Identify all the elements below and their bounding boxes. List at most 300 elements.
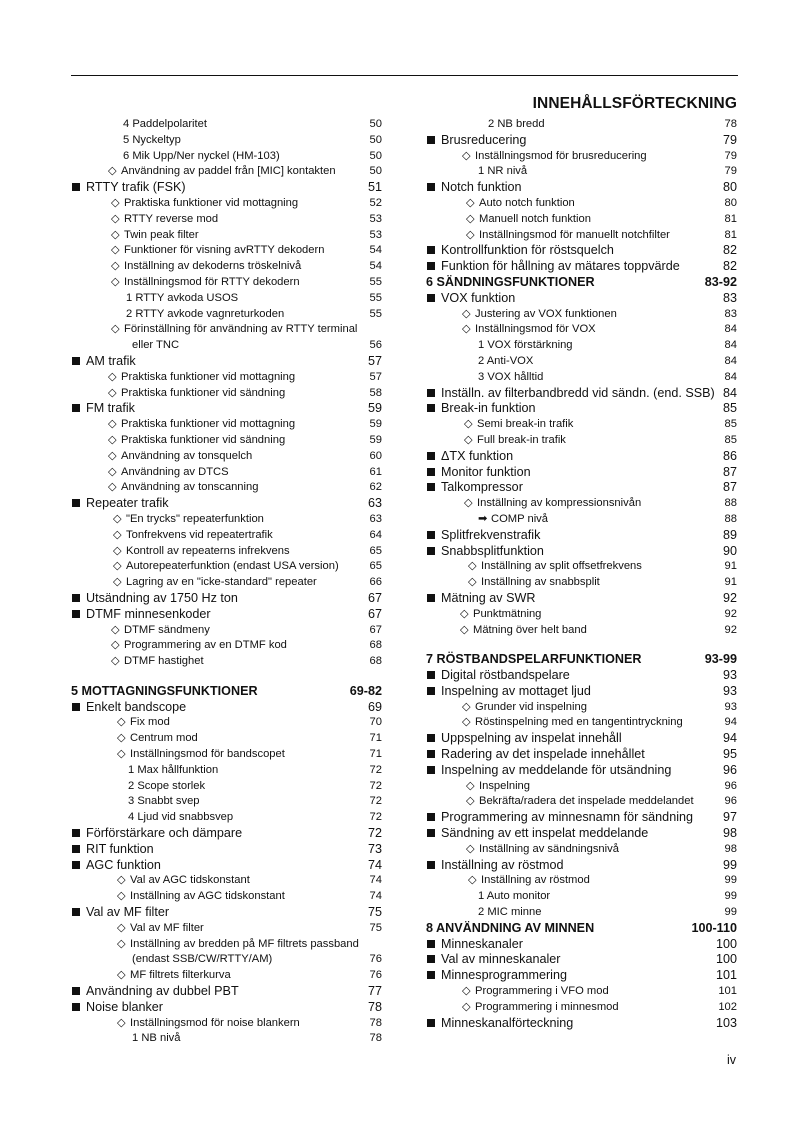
- toc-entry-label: Mätning över helt band: [473, 623, 587, 636]
- toc-entry-label: Utsändning av 1750 Hz ton: [86, 590, 238, 605]
- toc-sub-entry: [426, 984, 737, 1000]
- toc-entry-label: Semi break-in trafik: [477, 418, 574, 431]
- toc-entry-label: Programmering i VFO mod: [475, 985, 609, 998]
- toc-sub-entry: [426, 715, 737, 731]
- toc-page-number: 99: [724, 890, 737, 903]
- toc-page-number: 72: [367, 826, 382, 841]
- toc-entry-label: eller TNC: [132, 339, 180, 352]
- toc-page-number: 85: [724, 433, 737, 446]
- toc-entry-label: Inställningsmod för manuellt notchfilter: [479, 228, 670, 241]
- toc-page-number: 69: [367, 699, 382, 714]
- toc-sub-entry: [71, 654, 382, 670]
- toc-page-number: 101: [718, 985, 737, 998]
- toc-main-entry: [426, 1016, 737, 1032]
- toc-sub-entry: [71, 228, 382, 244]
- square-bullet-icon: [72, 829, 80, 837]
- diamond-bullet-icon: ◇: [111, 244, 120, 257]
- toc-page-number: 62: [369, 481, 382, 494]
- toc-page-number: 75: [367, 905, 382, 920]
- square-bullet-icon: [427, 861, 435, 869]
- square-bullet-icon: [72, 861, 80, 869]
- toc-main-entry: [426, 449, 737, 465]
- square-bullet-icon: [427, 750, 435, 758]
- toc-page-number: 63: [369, 512, 382, 525]
- toc-numbered-entry: [71, 763, 382, 779]
- toc-sub-entry: [71, 417, 382, 433]
- toc-sub-entry: [426, 417, 737, 433]
- toc-page-number: 84: [724, 323, 737, 336]
- toc-entry-label: Inspelning av mottaget ljud: [441, 683, 591, 698]
- toc-entry-label: Mätning av SWR: [441, 590, 536, 605]
- toc-sub-entry: [71, 731, 382, 747]
- toc-page-number: 59: [369, 433, 382, 446]
- toc-main-entry: [426, 952, 737, 968]
- toc-entry-label: Förinställning för användning av RTTY terminal: [124, 323, 358, 336]
- toc-page-number: 71: [369, 732, 382, 745]
- diamond-bullet-icon: ◇: [108, 386, 117, 399]
- toc-page-number: 84: [724, 339, 737, 352]
- toc-page-number: 96: [724, 795, 737, 808]
- toc-page-number: 93: [724, 700, 737, 713]
- toc-entry-label: Inställningsmod för bandscopet: [130, 748, 285, 761]
- toc-entry-label: 1 RTTY avkoda USOS: [126, 291, 239, 304]
- square-bullet-icon: [427, 136, 435, 144]
- toc-entry-label: Inställning av sändningsnivå: [479, 842, 619, 855]
- diamond-bullet-icon: ◇: [108, 481, 117, 494]
- diamond-bullet-icon: ◇: [113, 544, 122, 557]
- toc-entry-label: Användning av dubbel PBT: [86, 984, 239, 999]
- toc-entry-label: 5 MOTTAGNINGSFUNKTIONER: [71, 683, 258, 698]
- diamond-bullet-icon: ◇: [113, 576, 122, 589]
- toc-page-number: 56: [369, 339, 382, 352]
- toc-page-number: 93: [722, 683, 737, 698]
- toc-page-number: 72: [369, 811, 382, 824]
- toc-entry-label: Radering av det inspelade innehållet: [441, 747, 645, 762]
- toc-numbered-entry: [71, 291, 382, 307]
- toc-entry-label: 1 NR nivå: [478, 165, 528, 178]
- diamond-bullet-icon: ◇: [117, 716, 126, 729]
- toc-entry-label: Praktiska funktioner vid sändning: [121, 433, 286, 446]
- toc-page-number: 65: [369, 544, 382, 557]
- toc-page-number: 79: [724, 149, 737, 162]
- toc-entry-label: Auto notch funktion: [479, 196, 575, 209]
- toc-page-number: 76: [369, 969, 382, 982]
- toc-entry-label: Twin peak filter: [124, 228, 199, 241]
- toc-page-number: 95: [722, 747, 737, 762]
- toc-entry-label: Talkompressor: [441, 480, 523, 495]
- toc-entry-label: Grunder vid inspelning: [475, 700, 587, 713]
- toc-entry-label: 1 VOX förstärkning: [478, 339, 573, 352]
- square-bullet-icon: [427, 671, 435, 679]
- square-bullet-icon: [427, 404, 435, 412]
- toc-page-number: 67: [367, 590, 382, 605]
- square-bullet-icon: [72, 610, 80, 618]
- toc-entry-label: Inställning av AGC tidskonstant: [130, 890, 285, 903]
- toc-page-number: 99: [724, 874, 737, 887]
- square-bullet-icon: [427, 294, 435, 302]
- toc-entry-label: 1 Auto monitor: [478, 890, 551, 903]
- toc-page-number: 83: [724, 307, 737, 320]
- toc-sub-entry: [71, 937, 382, 953]
- toc-entry-label: ΔTX funktion: [441, 448, 514, 463]
- toc-sub-entry: [426, 433, 737, 449]
- toc-main-entry: [426, 747, 737, 763]
- toc-page-number: 80: [724, 196, 737, 209]
- toc-column-right: [426, 117, 737, 1031]
- toc-entry-label: DTMF minnesenkoder: [86, 606, 211, 621]
- toc-entry-label: Praktiska funktioner vid mottagning: [121, 418, 296, 431]
- toc-sub-entry: [71, 449, 382, 465]
- toc-entry-label: Snabbsplitfunktion: [441, 543, 544, 558]
- toc-page-number: 59: [369, 418, 382, 431]
- toc-page-number: 67: [369, 623, 382, 636]
- toc-sub-entry: [426, 779, 737, 795]
- toc-entry-label: Funktion för hållning av mätares toppvärde: [441, 259, 680, 274]
- toc-entry-label: 1 Max hållfunktion: [128, 763, 219, 776]
- diamond-bullet-icon: ◇: [117, 874, 126, 887]
- toc-entry-label: VOX funktion: [441, 290, 516, 305]
- toc-main-entry: [426, 133, 737, 149]
- toc-entry-label: Användning av tonsquelch: [121, 449, 253, 462]
- toc-sub-entry: [71, 623, 382, 639]
- toc-entry-label: Praktiska funktioner vid mottagning: [121, 370, 296, 383]
- toc-page-number: 72: [369, 763, 382, 776]
- square-bullet-icon: [72, 357, 80, 365]
- toc-main-entry: [426, 810, 737, 826]
- diamond-bullet-icon: ◇: [462, 716, 471, 729]
- toc-page-number: 76: [369, 953, 382, 966]
- toc-entry-label: 1 NB nivå: [132, 1032, 181, 1045]
- toc-entry-label: Repeater trafik: [86, 496, 169, 511]
- diamond-bullet-icon: ◇: [462, 985, 471, 998]
- square-bullet-icon: [72, 987, 80, 995]
- diamond-bullet-icon: ◇: [466, 212, 475, 225]
- toc-page-number: 100: [715, 936, 737, 951]
- toc-sub-entry: [71, 322, 382, 338]
- diamond-bullet-icon: ◇: [468, 576, 477, 589]
- toc-chapter-heading: [426, 921, 737, 937]
- toc-numbered-entry: [426, 370, 737, 386]
- toc-page-number: 79: [722, 132, 737, 147]
- toc-numbered-entry: [71, 952, 382, 968]
- toc-entry-label: AGC funktion: [86, 857, 161, 872]
- square-bullet-icon: [427, 940, 435, 948]
- toc-numbered-entry: [426, 338, 737, 354]
- toc-entry-label: Autorepeaterfunktion (endast USA version): [126, 560, 339, 573]
- toc-page-number: 69-82: [349, 683, 382, 698]
- toc-page-number: 77: [367, 984, 382, 999]
- diamond-bullet-icon: ◇: [111, 228, 120, 241]
- toc-page-number: 89: [722, 527, 737, 542]
- toc-entry-label: Inställning av snabbsplit: [481, 576, 600, 589]
- toc-entry-label: DTMF hastighet: [124, 655, 204, 668]
- toc-entry-label: Lagring av en "icke-standard" repeater: [126, 576, 317, 589]
- toc-sub-entry: [426, 700, 737, 716]
- toc-page-number: 88: [724, 512, 737, 525]
- toc-numbered-entry: [71, 1031, 382, 1047]
- toc-page-number: 50: [369, 149, 382, 162]
- toc-page-number: 57: [369, 370, 382, 383]
- toc-entry-label: Minneskanaler: [441, 936, 523, 951]
- square-bullet-icon: [427, 246, 435, 254]
- toc-entry-label: Break-in funktion: [441, 401, 536, 416]
- diamond-bullet-icon: ◇: [462, 149, 471, 162]
- square-bullet-icon: [427, 547, 435, 555]
- square-bullet-icon: [427, 829, 435, 837]
- diamond-bullet-icon: ◇: [111, 639, 120, 652]
- square-bullet-icon: [427, 734, 435, 742]
- toc-page-number: 55: [369, 275, 382, 288]
- toc-entry-label: Tonfrekvens vid repeatertrafik: [126, 528, 273, 541]
- square-bullet-icon: [427, 813, 435, 821]
- diamond-bullet-icon: ◇: [111, 260, 120, 273]
- toc-sub-entry: [71, 386, 382, 402]
- diamond-bullet-icon: ◇: [117, 1016, 126, 1029]
- diamond-bullet-icon: ◇: [117, 921, 126, 934]
- toc-numbered-entry: [71, 149, 382, 165]
- toc-entry-label: Inställningsmod för VOX: [475, 323, 596, 336]
- toc-entry-label: Minneskanalförteckning: [441, 1015, 574, 1030]
- toc-main-entry: [426, 401, 737, 417]
- toc-entry-label: 6 SÄNDNINGSFUNKTIONER: [426, 274, 595, 289]
- toc-entry-label: Inställning av kompressionsnivån: [477, 497, 642, 510]
- toc-sub-entry: [71, 243, 382, 259]
- toc-sub-entry: [426, 575, 737, 591]
- diamond-bullet-icon: ◇: [111, 623, 120, 636]
- toc-entry-label: RTTY reverse mod: [124, 212, 219, 225]
- toc-page-number: 99: [722, 857, 737, 872]
- toc-main-entry: [71, 180, 382, 196]
- section-spacer: [426, 638, 737, 652]
- toc-page-number: 83: [722, 290, 737, 305]
- diamond-bullet-icon: ◇: [460, 607, 469, 620]
- toc-page-number: 82: [722, 243, 737, 258]
- toc-main-entry: [71, 984, 382, 1000]
- toc-main-entry: [71, 607, 382, 623]
- diamond-bullet-icon: ◇: [117, 890, 126, 903]
- toc-page-number: 82: [722, 259, 737, 274]
- toc-page-number: 79: [724, 165, 737, 178]
- toc-page-number: 94: [724, 716, 737, 729]
- toc-main-entry: [426, 668, 737, 684]
- toc-sub-entry: [71, 275, 382, 291]
- toc-entry-label: 2 MIC minne: [478, 906, 542, 919]
- diamond-bullet-icon: ◇: [111, 275, 120, 288]
- toc-entry-label: Inställn. av filterbandbredd vid sändn. (end. SSB): [441, 385, 715, 400]
- square-bullet-icon: [72, 499, 80, 507]
- toc-entry-label: 5 Nyckeltyp: [123, 133, 181, 146]
- toc-numbered-entry: [426, 164, 737, 180]
- toc-sub-entry: [71, 259, 382, 275]
- toc-numbered-entry: [71, 133, 382, 149]
- diamond-bullet-icon: ◇: [466, 196, 475, 209]
- toc-sub-entry: [426, 149, 737, 165]
- toc-page-number: 73: [367, 841, 382, 856]
- toc-page-number: 92: [724, 623, 737, 636]
- toc-arrow-entry: [426, 512, 737, 528]
- toc-sub-entry: [426, 1000, 737, 1016]
- toc-entry-label: Användning av paddel från [MIC] kontakten: [121, 165, 336, 178]
- toc-entry-label: FM trafik: [86, 401, 135, 416]
- toc-main-entry: [71, 591, 382, 607]
- toc-entry-label: Förförstärkare och dämpare: [86, 826, 243, 841]
- diamond-bullet-icon: ◇: [462, 323, 471, 336]
- toc-page-number: 81: [724, 212, 737, 225]
- diamond-bullet-icon: ◇: [108, 465, 117, 478]
- toc-sub-entry: [71, 212, 382, 228]
- toc-entry-label: Bekräfta/radera det inspelade meddelandet: [479, 795, 694, 808]
- square-bullet-icon: [72, 594, 80, 602]
- diamond-bullet-icon: ◇: [108, 449, 117, 462]
- toc-entry-label: 4 Ljud vid snabbsvep: [128, 811, 234, 824]
- toc-page-number: 102: [718, 1000, 737, 1013]
- square-bullet-icon: [427, 971, 435, 979]
- toc-page-number: 61: [369, 465, 382, 478]
- diamond-bullet-icon: ◇: [462, 1000, 471, 1013]
- toc-main-entry: [426, 243, 737, 259]
- toc-main-entry: [426, 937, 737, 953]
- square-bullet-icon: [427, 183, 435, 191]
- toc-page-number: 101: [715, 968, 737, 983]
- square-bullet-icon: [427, 483, 435, 491]
- toc-page-number: 71: [369, 748, 382, 761]
- toc-sub-entry: [71, 433, 382, 449]
- toc-main-entry: [426, 544, 737, 560]
- toc-entry-label: Inställning av bredden på MF filtrets passband: [130, 937, 359, 950]
- toc-sub-entry: [71, 873, 382, 889]
- toc-sub-entry: [426, 322, 737, 338]
- diamond-bullet-icon: ◇: [111, 212, 120, 225]
- toc-page-number: 99: [724, 906, 737, 919]
- square-bullet-icon: [72, 845, 80, 853]
- diamond-bullet-icon: ◇: [466, 795, 475, 808]
- toc-numbered-entry: [71, 810, 382, 826]
- toc-sub-entry: [71, 164, 382, 180]
- toc-entry-label: Kontroll av repeaterns infrekvens: [126, 544, 290, 557]
- diamond-bullet-icon: ◇: [468, 874, 477, 887]
- toc-page-number: 50: [369, 118, 382, 130]
- toc-page-number: 98: [724, 842, 737, 855]
- toc-sub-entry: [426, 196, 737, 212]
- square-bullet-icon: [427, 955, 435, 963]
- toc-chapter-heading: [426, 275, 737, 291]
- toc-entry-label: Programmering av en DTMF kod: [124, 639, 287, 652]
- diamond-bullet-icon: ◇: [464, 418, 473, 431]
- square-bullet-icon: [427, 452, 435, 460]
- toc-page-number: 55: [369, 307, 382, 320]
- toc-entry-label: Minnesprogrammering: [441, 968, 567, 983]
- toc-numbered-entry: [71, 794, 382, 810]
- toc-page-number: 72: [369, 795, 382, 808]
- toc-main-entry: [426, 731, 737, 747]
- toc-main-entry: [426, 684, 737, 700]
- toc-entry-label: Kontrollfunktion för röstsquelch: [441, 243, 614, 258]
- toc-entry-label: Splitfrekvenstrafik: [441, 527, 541, 542]
- square-bullet-icon: [427, 594, 435, 602]
- toc-entry-label: Programmering i minnesmod: [475, 1000, 619, 1013]
- toc-sub-entry: [71, 921, 382, 937]
- toc-entry-label: MF filtrets filterkurva: [130, 969, 231, 982]
- diamond-bullet-icon: ◇: [462, 700, 471, 713]
- toc-main-entry: [426, 968, 737, 984]
- toc-entry-label: Notch funktion: [441, 180, 522, 195]
- diamond-bullet-icon: ◇: [111, 196, 120, 209]
- toc-entry-label: 4 Paddelpolaritet: [123, 118, 207, 130]
- toc-entry-label: AM trafik: [86, 353, 136, 368]
- toc-page-number: 65: [369, 560, 382, 573]
- toc-page-number: 96: [724, 779, 737, 792]
- diamond-bullet-icon: ◇: [117, 969, 126, 982]
- toc-sub-entry: [71, 559, 382, 575]
- toc-page-number: 83-92: [704, 274, 737, 289]
- toc-main-entry: [426, 528, 737, 544]
- diamond-bullet-icon: ◇: [464, 497, 473, 510]
- toc-sub-entry: [426, 873, 737, 889]
- toc-sub-entry: [71, 968, 382, 984]
- toc-main-entry: [426, 259, 737, 275]
- toc-page-number: 50: [369, 133, 382, 146]
- toc-page-number: 53: [369, 228, 382, 241]
- toc-main-entry: [426, 763, 737, 779]
- toc-sub-entry: [71, 889, 382, 905]
- toc-page-number: 63: [367, 496, 382, 511]
- toc-page-number: 70: [369, 716, 382, 729]
- square-bullet-icon: [427, 468, 435, 476]
- toc-page-number: 78: [369, 1016, 382, 1029]
- toc-page-number: 88: [724, 497, 737, 510]
- toc-page-number: 93-99: [704, 652, 737, 667]
- toc-page-number: 85: [722, 401, 737, 416]
- toc-numbered-entry: [426, 905, 737, 921]
- toc-page-number: 54: [369, 260, 382, 273]
- toc-main-entry: [426, 465, 737, 481]
- toc-entry-label: 2 NB bredd: [488, 118, 545, 130]
- toc-sub-entry: [71, 512, 382, 528]
- toc-entry-label: Val av MF filter: [86, 905, 170, 920]
- diamond-bullet-icon: ◇: [460, 623, 469, 636]
- diamond-bullet-icon: ◇: [111, 323, 120, 336]
- toc-entry-label: Funktioner för visning avRTTY dekodern: [124, 244, 325, 257]
- toc-entry-label: Monitor funktion: [441, 464, 531, 479]
- page-title: INNEHÅLLSFÖRTECKNING: [532, 95, 737, 112]
- toc-main-entry: [71, 858, 382, 874]
- toc-page-number: 67: [367, 606, 382, 621]
- toc-main-entry: [426, 591, 737, 607]
- toc-page-number: 78: [369, 1032, 382, 1045]
- toc-main-entry: [426, 480, 737, 496]
- toc-page-number: 52: [369, 196, 382, 209]
- diamond-bullet-icon: ◇: [108, 165, 117, 178]
- toc-entry-label: Användning av tonscanning: [121, 481, 259, 494]
- toc-entry-label: Noise blanker: [86, 999, 164, 1014]
- toc-sub-entry: [71, 196, 382, 212]
- toc-entry-label: Manuell notch funktion: [479, 212, 591, 225]
- toc-page-number: 93: [722, 668, 737, 683]
- toc-page-number: 96: [722, 762, 737, 777]
- square-bullet-icon: [72, 183, 80, 191]
- toc-page-number: 97: [722, 810, 737, 825]
- square-bullet-icon: [72, 703, 80, 711]
- toc-page-number: 100-110: [691, 920, 737, 935]
- square-bullet-icon: [72, 404, 80, 412]
- toc-entry-label: RTTY trafik (FSK): [86, 180, 186, 195]
- toc-numbered-entry: [426, 889, 737, 905]
- square-bullet-icon: [72, 1003, 80, 1011]
- toc-sub-entry: [426, 496, 737, 512]
- toc-sub-entry: [426, 212, 737, 228]
- toc-page-number: 81: [724, 228, 737, 241]
- toc-entry-label: 7 RÖSTBANDSPELARFUNKTIONER: [426, 652, 642, 667]
